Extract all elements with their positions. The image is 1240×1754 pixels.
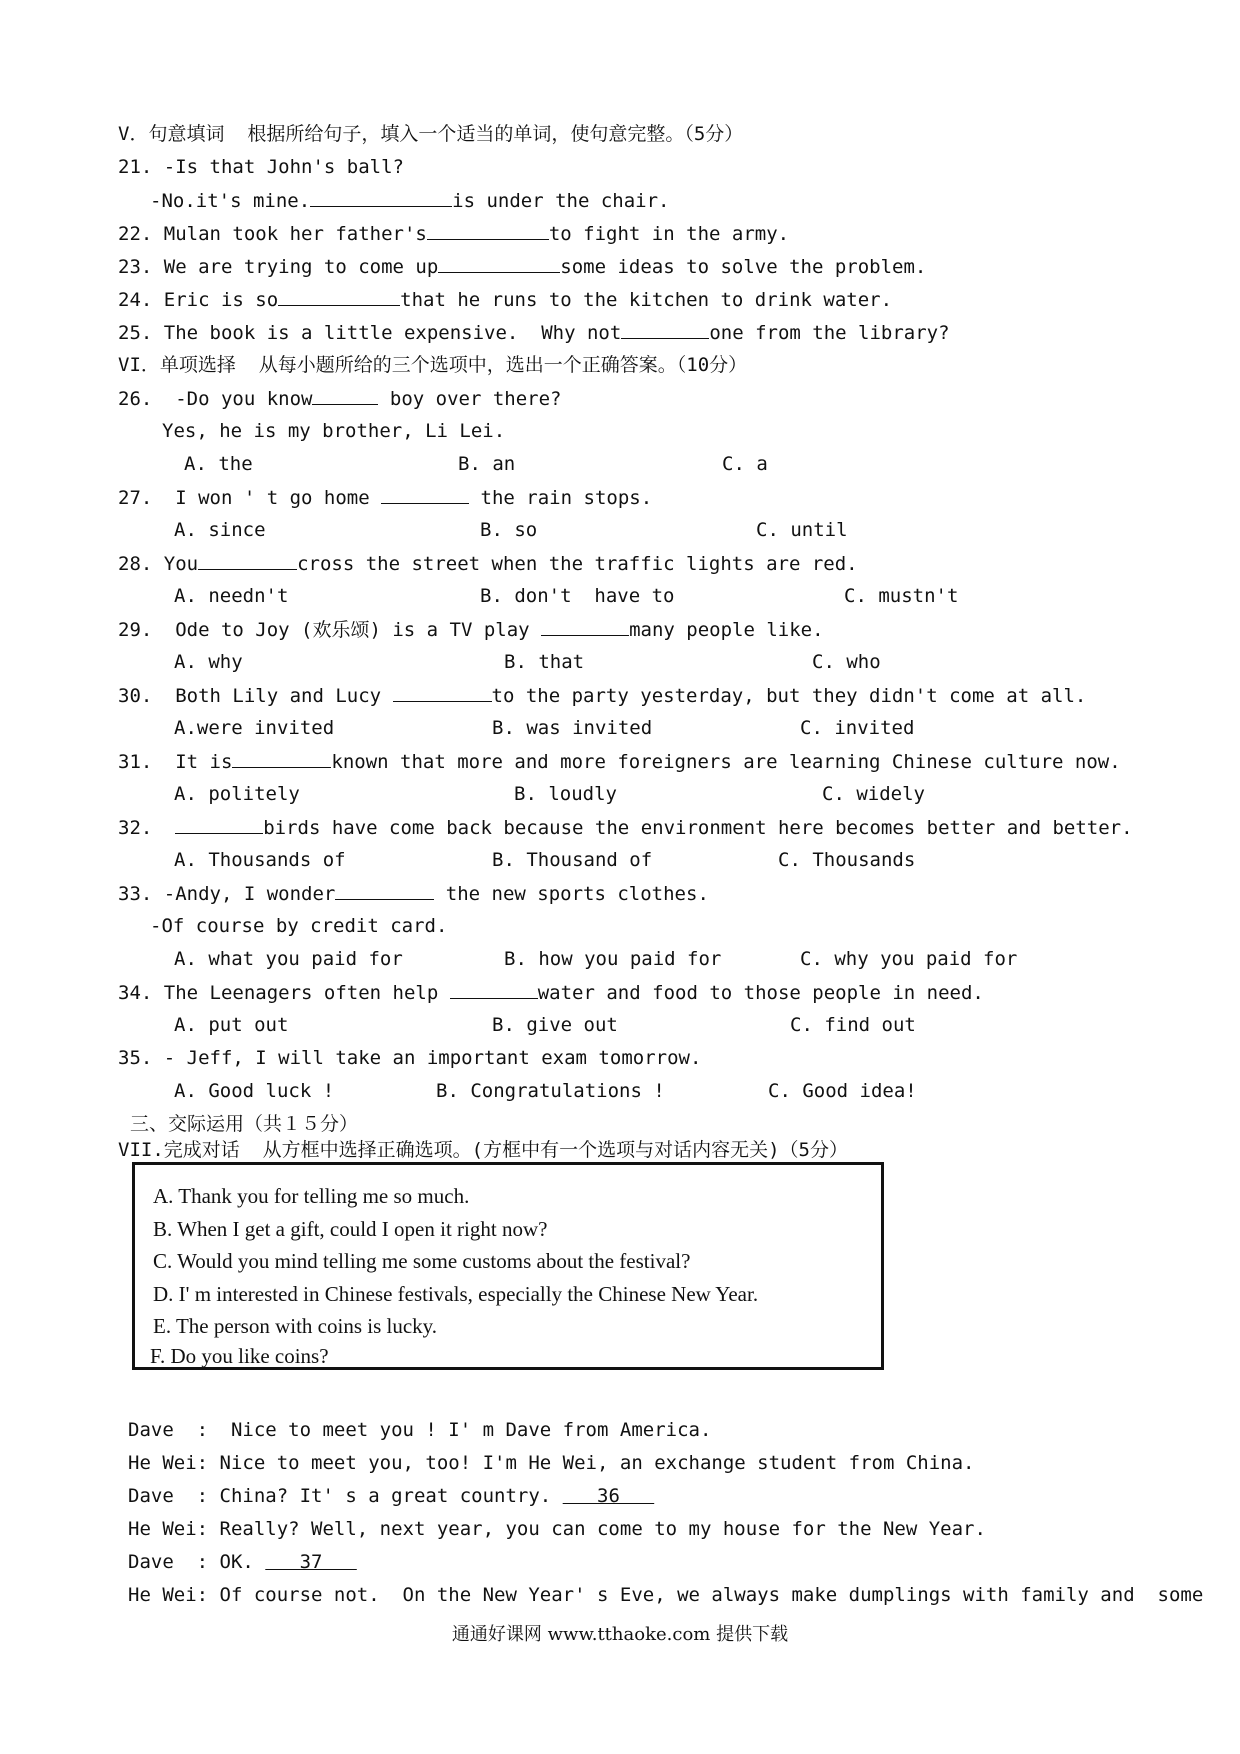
question-text: -No.it's mine.	[150, 190, 311, 212]
question-22	[118, 221, 789, 246]
option-box-a: A. Thank you for telling me so much.	[153, 1184, 470, 1208]
question-25	[118, 320, 950, 345]
option-31a[interactable]: A. politely	[174, 783, 300, 805]
question-35: 35. - Jeff, I will take an important exam tomorrow.	[118, 1047, 702, 1069]
option-33c[interactable]: C. why you paid for	[800, 948, 1018, 970]
question-text: 34. The Leenagers often help	[118, 982, 450, 1004]
question-30	[118, 683, 1086, 708]
option-box-b: B. When I get a gift, could I open it right now?	[153, 1217, 548, 1241]
question-text: the rain stops.	[469, 487, 653, 509]
answer-blank[interactable]	[198, 551, 297, 570]
question-text: cross the street when the traffic lights are red.	[297, 553, 858, 575]
question-32	[118, 815, 1133, 840]
question-26	[118, 386, 562, 411]
question-28	[118, 551, 858, 576]
question-text: 31. It is	[118, 751, 233, 773]
option-box-f: F. Do you like coins?	[150, 1344, 329, 1368]
dialogue-line-5	[128, 1550, 357, 1574]
question-text: one from the library?	[709, 322, 950, 344]
question-21a: 21. -Is that John's ball?	[118, 156, 404, 178]
option-33b[interactable]: B. how you paid for	[504, 948, 722, 970]
question-text: 30. Both Lily and Lucy	[118, 685, 393, 707]
option-35c[interactable]: C. Good idea!	[768, 1080, 917, 1102]
question-text: birds have come back because the environment here becomes better and better.	[263, 817, 1133, 839]
option-30a[interactable]: A.were invited	[174, 717, 335, 739]
option-27b[interactable]: B. so	[480, 519, 538, 541]
dialogue-line-1: Dave : Nice to meet you ! I' m Dave from America.	[128, 1419, 712, 1441]
question-text: is under the chair.	[452, 190, 670, 212]
question-text: 32.	[118, 817, 176, 839]
option-33a[interactable]: A. what you paid for	[174, 948, 403, 970]
question-31	[118, 749, 1121, 774]
option-28a[interactable]: A. needn't	[174, 585, 289, 607]
question-33	[118, 881, 709, 906]
question-24	[118, 287, 892, 312]
question-text: to fight in the army.	[548, 223, 790, 245]
option-32c[interactable]: C. Thousands	[778, 849, 916, 871]
option-box-c: C. Would you mind telling me some customs about the festival?	[153, 1249, 691, 1273]
answer-blank[interactable]	[312, 386, 378, 405]
question-text: 26. -Do you know	[118, 388, 313, 410]
dialogue-text: Dave : OK.	[128, 1551, 266, 1573]
question-text: 27. I won ' t go home	[118, 487, 382, 509]
question-text: the new sports clothes.	[434, 883, 709, 905]
question-text: that he runs to the kitchen to drink water.	[400, 289, 893, 311]
dialogue-line-4: He Wei: Really? Well, next year, you can come to my house for the New Year.	[128, 1518, 986, 1540]
dialogue-line-3	[128, 1484, 654, 1508]
option-29b[interactable]: B. that	[504, 651, 585, 673]
question-text: many people like.	[629, 619, 824, 641]
question-text: 33. -Andy, I wonder	[118, 883, 336, 905]
answer-blank[interactable]	[381, 485, 469, 504]
option-31b[interactable]: B. loudly	[514, 783, 617, 805]
option-35a[interactable]: A. Good luck !	[174, 1080, 335, 1102]
question-26b: Yes, he is my brother, Li Lei.	[162, 420, 506, 442]
question-text: 23. We are trying to come up	[118, 256, 439, 278]
question-34	[118, 980, 984, 1005]
question-text: some ideas to solve the problem.	[560, 256, 927, 278]
question-text: 24. Eric is so	[118, 289, 279, 311]
dialogue-line-2: He Wei: Nice to meet you, too! I'm He Wei, an exchange student from China.	[128, 1452, 975, 1474]
option-29c[interactable]: C. who	[812, 651, 881, 673]
option-27c[interactable]: C. until	[756, 519, 848, 541]
option-30b[interactable]: B. was invited	[492, 717, 653, 739]
answer-blank[interactable]	[438, 254, 560, 273]
question-text: 28. You	[118, 553, 199, 575]
answer-blank[interactable]	[450, 980, 538, 999]
answer-blank[interactable]	[393, 683, 492, 702]
question-text: to the party yesterday, but they didn't come at all.	[491, 685, 1087, 707]
answer-blank[interactable]	[621, 320, 709, 339]
question-text: 22. Mulan took her father's	[118, 223, 427, 245]
question-text: 25. The book is a little expensive. Why not	[118, 322, 622, 344]
question-27	[118, 485, 652, 510]
question-23	[118, 254, 926, 279]
option-31c[interactable]: C. widely	[822, 783, 925, 805]
option-28c[interactable]: C. mustn't	[844, 585, 959, 607]
option-27a[interactable]: A. since	[174, 519, 266, 541]
option-box-d: D. I' m interested in Chinese festivals, especially the Chinese New Year.	[153, 1282, 759, 1306]
answer-blank[interactable]	[232, 749, 331, 768]
question-33b: -Of course by credit card.	[150, 915, 448, 937]
option-32b[interactable]: B. Thousand of	[492, 849, 653, 871]
answer-blank[interactable]	[335, 881, 434, 900]
option-26a[interactable]: A. the	[184, 453, 253, 475]
option-32a[interactable]: A. Thousands of	[174, 849, 346, 871]
dialogue-text: Dave : China? It' s a great country.	[128, 1485, 563, 1507]
dialogue-line-6: He Wei: Of course not. On the New Year' s Eve, we always make dumplings with family and some	[128, 1584, 1204, 1606]
part3-heading: 三、交际运用（共１５分）	[130, 1113, 359, 1135]
answer-blank[interactable]	[278, 287, 400, 306]
option-34a[interactable]: A. put out	[174, 1014, 289, 1036]
question-text: boy over there?	[378, 388, 562, 410]
section5-heading: V．句意填词 根据所给句子，填入一个适当的单词，使句意完整。（5分）	[118, 123, 744, 145]
option-26c[interactable]: C. a	[722, 453, 768, 475]
blank-36[interactable]: 36	[562, 1485, 655, 1507]
answer-blank[interactable]	[427, 221, 549, 240]
question-text: 29. Ode to Joy (欢乐颂) is a TV play	[118, 619, 542, 641]
option-34b[interactable]: B. give out	[492, 1014, 618, 1036]
option-35b[interactable]: B. Congratulations !	[436, 1080, 665, 1102]
question-text: known that more and more foreigners are learning Chinese culture now.	[331, 751, 1121, 773]
option-29a[interactable]: A. why	[174, 651, 243, 673]
section6-heading: VI．单项选择 从每小题所给的三个选项中，选出一个正确答案。（10分）	[118, 354, 748, 376]
question-text: water and food to those people in need.	[537, 982, 984, 1004]
question-21b	[150, 188, 670, 213]
footer-watermark: 通通好课网 www.tthaoke.com 提供下载	[451, 1624, 789, 1645]
option-box-e: E. The person with coins is lucky.	[153, 1314, 438, 1338]
option-30c[interactable]: C. invited	[800, 717, 915, 739]
option-26b[interactable]: B. an	[458, 453, 516, 475]
options-box	[132, 1162, 884, 1370]
question-29	[118, 617, 824, 642]
option-28b[interactable]: B. don't have to	[480, 585, 675, 607]
option-34c[interactable]: C. find out	[790, 1014, 916, 1036]
answer-blank[interactable]	[541, 617, 629, 636]
section7-heading: VII.完成对话 从方框中选择正确选项。(方框中有一个选项与对话内容无关)（5分）	[118, 1139, 848, 1161]
blank-37[interactable]: 37	[265, 1551, 357, 1573]
answer-blank[interactable]	[310, 188, 452, 207]
answer-blank[interactable]	[175, 815, 263, 834]
